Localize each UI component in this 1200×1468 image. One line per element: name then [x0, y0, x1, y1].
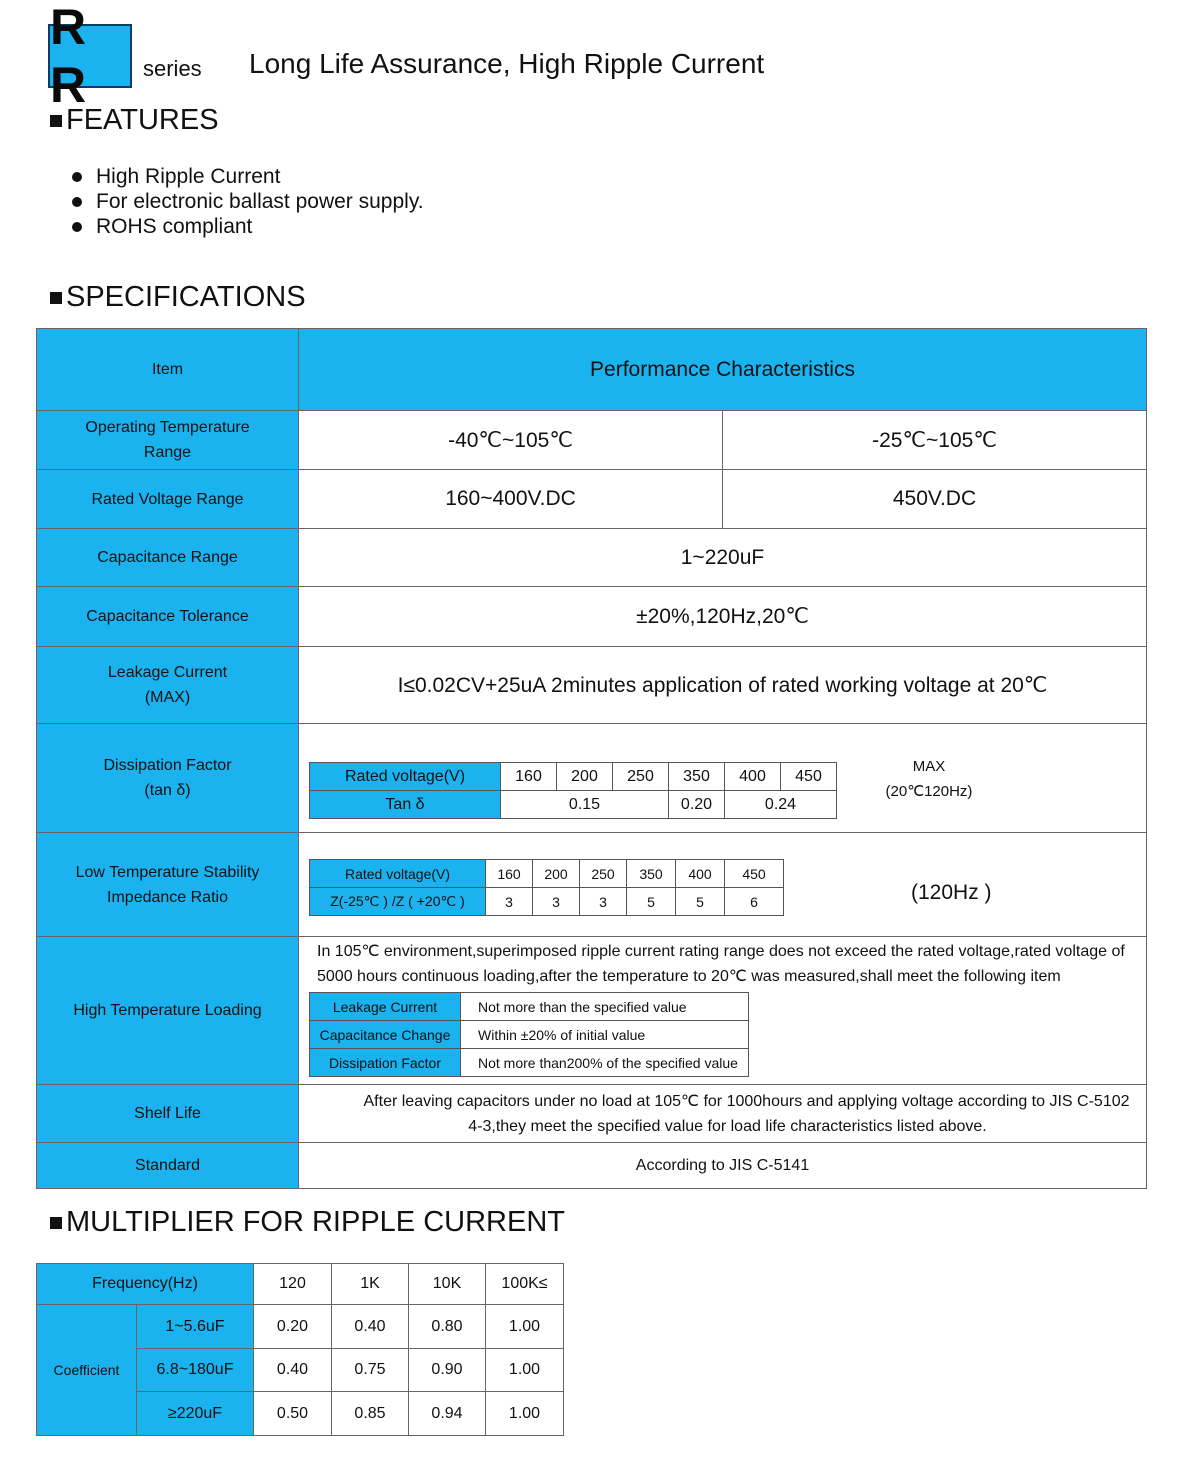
table-row — [37, 1085, 1147, 1143]
coefficient-label: Coefficient — [37, 1305, 137, 1436]
bullet-icon — [72, 222, 82, 232]
dissipation-factor-cell — [299, 724, 1147, 833]
operating-temperature-label: Operating Temperature Range — [37, 411, 299, 470]
leakage-current-label: Leakage Current (MAX) — [37, 647, 299, 724]
df-voltage-label: Rated voltage(V) — [310, 763, 501, 791]
page-headline: Long Life Assurance, High Ripple Current — [249, 48, 765, 79]
table-row: ≥220uF 0.50 0.85 0.94 1.00 — [37, 1392, 564, 1436]
logo-text: R R — [50, 0, 89, 113]
standard-label: Standard — [37, 1143, 299, 1189]
dissipation-factor-table: Rated voltage(V) 160 200 250 350 400 450 Tan δ 0.15 0.20 0.24 — [309, 762, 837, 819]
dissipation-factor-label: Dissipation Factor (tan δ) — [37, 724, 299, 833]
low-temperature-cell — [299, 833, 1147, 937]
table-row — [37, 647, 1147, 724]
performance-header: Performance Characteristics — [299, 329, 1147, 411]
rated-voltage-value-b: 450V.DC — [723, 470, 1147, 529]
df-note: MAX (20℃120Hz) — [885, 758, 973, 800]
table-row — [37, 833, 1147, 937]
capacitance-range-label: Capacitance Range — [37, 529, 299, 587]
operating-temperature-value-b: -25℃~105℃ — [723, 411, 1147, 470]
series-label: series — [143, 56, 202, 81]
table-row — [37, 587, 1147, 647]
table-row — [37, 937, 1147, 1085]
df-tan-label: Tan δ — [310, 791, 501, 819]
item-header: Item — [37, 329, 299, 411]
high-temperature-loading-cell — [299, 937, 1147, 1085]
low-temperature-label: Low Temperature Stability Impedance Ratio — [37, 833, 299, 937]
table-row: Frequency(Hz) 120 1K 10K 100K≤ — [37, 1264, 564, 1305]
htl-description: In 105℃ environment,superimposed ripple current rating range does not exceed the rated voltage,rated voltage of 5000 hours continuous loading,after the temperature to 20℃ was measured,shall meet the following item — [317, 943, 1125, 985]
lts-note: (120Hz ) — [911, 881, 992, 904]
multiplier-heading: MULTIPLIER FOR RIPPLE CURRENT — [50, 1206, 565, 1239]
rated-voltage-value-a: 160~400V.DC — [299, 470, 723, 529]
shelf-life-value: After leaving capacitors under no load at 105℃ for 1000hours and applying voltage according to JIS C-5102 4-3,they meet the specified value for load life characteristics listed above. — [299, 1085, 1147, 1143]
table-row — [37, 724, 1147, 833]
specifications-table — [36, 328, 1147, 1189]
capacitance-range-value: 1~220uF — [299, 529, 1147, 587]
table-row — [37, 411, 1147, 470]
specifications-heading: SPECIFICATIONS — [50, 281, 306, 314]
table-row: 6.8~180uF 0.40 0.75 0.90 1.00 — [37, 1349, 564, 1392]
features-heading: FEATURES — [50, 104, 219, 137]
table-row — [37, 329, 1147, 411]
high-temperature-loading-label: High Temperature Loading — [37, 937, 299, 1085]
square-bullet-icon — [50, 292, 62, 304]
multiplier-table — [36, 1263, 564, 1436]
rated-voltage-label: Rated Voltage Range — [37, 470, 299, 529]
features-list — [70, 164, 424, 239]
table-row — [37, 470, 1147, 529]
htl-table: Leakage Current Not more than the specified value Capacitance Change Within ±20% of initial value Dissipation Factor Not more than200% of the specified value — [309, 992, 749, 1077]
bullet-icon — [72, 197, 82, 207]
standard-value: According to JIS C-5141 — [299, 1143, 1147, 1189]
table-row — [37, 1143, 1147, 1189]
list-item: ROHS compliant — [70, 214, 424, 239]
table-row: Coefficient 1~5.6uF 0.20 0.40 0.80 1.00 — [37, 1305, 564, 1349]
capacitance-tolerance-value: ±20%,120Hz,20℃ — [299, 587, 1147, 647]
square-bullet-icon — [50, 1217, 62, 1229]
bullet-icon — [72, 172, 82, 182]
impedance-ratio-table: Rated voltage(V) 160 200 250 350 400 450 Z(-25℃ ) /Z ( +20℃ ) 3 3 3 5 5 6 — [309, 859, 784, 916]
square-bullet-icon — [50, 115, 62, 127]
table-row — [37, 529, 1147, 587]
capacitance-tolerance-label: Capacitance Tolerance — [37, 587, 299, 647]
list-item: High Ripple Current — [70, 164, 424, 189]
leakage-current-value: I≤0.02CV+25uA 2minutes application of rated working voltage at 20℃ — [299, 647, 1147, 724]
shelf-life-label: Shelf Life — [37, 1085, 299, 1143]
list-item: For electronic ballast power supply. — [70, 189, 424, 214]
series-logo — [48, 0, 132, 113]
frequency-header: Frequency(Hz) — [37, 1264, 254, 1305]
operating-temperature-value-a: -40℃~105℃ — [299, 411, 723, 470]
